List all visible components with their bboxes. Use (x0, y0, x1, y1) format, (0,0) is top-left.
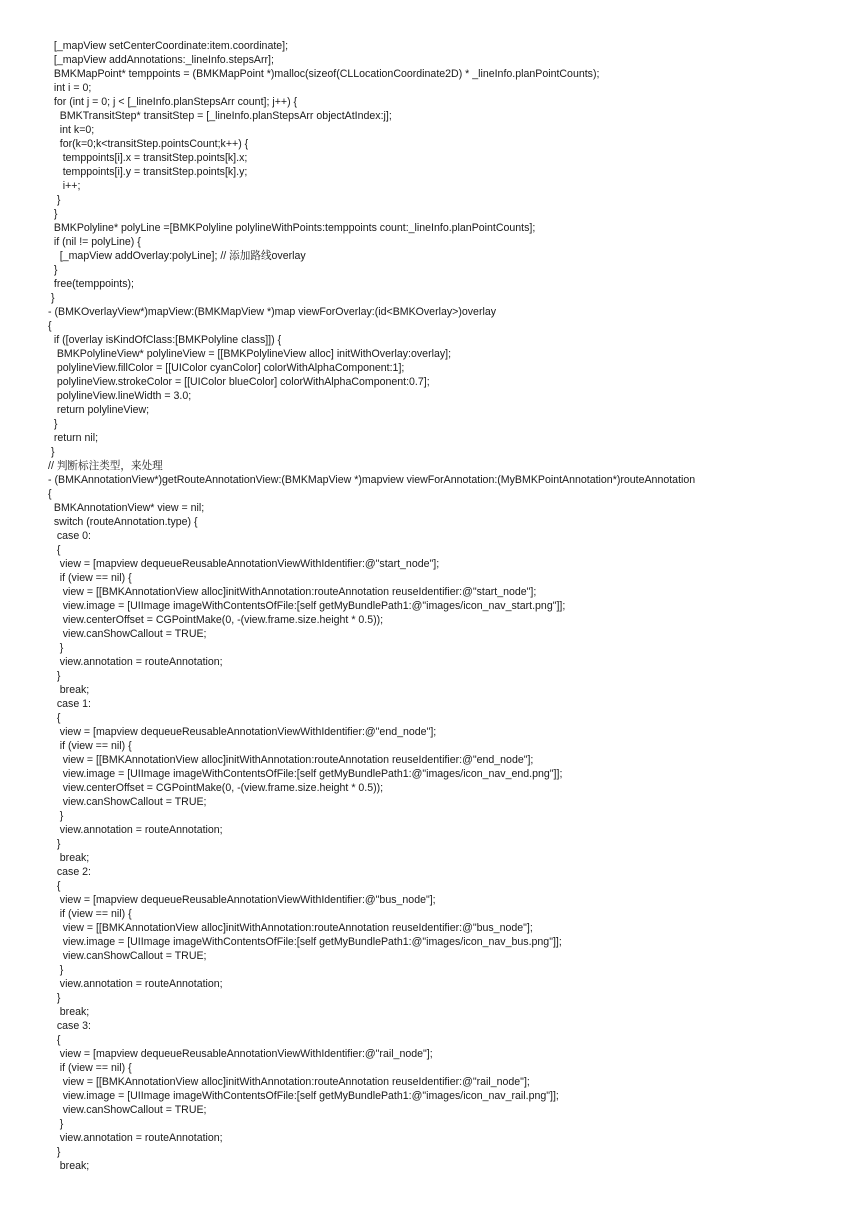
code-line: view.canShowCallout = TRUE; (48, 1104, 207, 1116)
code-line: BMKMapPoint* temppoints = (BMKMapPoint *)malloc(sizeof(CLLocationCoordinate2D) * _lineInfo.planPointCounts); (48, 68, 600, 80)
code-line: polylineView.lineWidth = 3.0; (48, 390, 192, 402)
code-line: } (48, 838, 61, 850)
code-line: view.image = [UIImage imageWithContentsOfFile:[self getMyBundlePath1:@"images/icon_nav_bus.png"]]; (48, 936, 562, 948)
code-line: int i = 0; (48, 82, 92, 94)
code-line: free(temppoints); (48, 278, 134, 290)
code-line: BMKPolylineView* polylineView = [[BMKPolylineView alloc] initWithOverlay:overlay]; (48, 348, 452, 360)
code-line: if (view == nil) { (48, 740, 132, 752)
code-line: i++; (48, 180, 81, 192)
code-line: { (48, 712, 61, 724)
code-line: view = [[BMKAnnotationView alloc]initWithAnnotation:routeAnnotation reuseIdentifier:@"end_node"]; (48, 754, 534, 766)
code-line: view.canShowCallout = TRUE; (48, 628, 207, 640)
code-line: } (48, 292, 55, 304)
code-line: view.centerOffset = CGPointMake(0, -(view.frame.size.height * 0.5)); (48, 782, 384, 794)
code-line: if (nil != polyLine) { (48, 236, 141, 248)
code-line: view.image = [UIImage imageWithContentsOfFile:[self getMyBundlePath1:@"images/icon_nav_end.png"]]; (48, 768, 563, 780)
code-line: view = [mapview dequeueReusableAnnotationViewWithIdentifier:@"bus_node"]; (48, 894, 436, 906)
code-line: { (48, 544, 61, 556)
code-line: BMKPolyline* polyLine =[BMKPolyline polylineWithPoints:temppoints count:_lineInfo.planPointCounts]; (48, 222, 536, 234)
code-line: } (48, 1146, 61, 1158)
code-line: break; (48, 852, 90, 864)
code-line: } (48, 642, 64, 654)
code-line: // 判断标注类型，来处理 (48, 460, 163, 472)
code-line: view = [mapview dequeueReusableAnnotationViewWithIdentifier:@"end_node"]; (48, 726, 437, 738)
code-line: polylineView.strokeColor = [[UIColor blueColor] colorWithAlphaComponent:0.7]; (48, 376, 430, 388)
code-line: temppoints[i].x = transitStep.points[k].x; (48, 152, 248, 164)
code-line: case 2: (48, 866, 91, 878)
code-line: temppoints[i].y = transitStep.points[k].y; (48, 166, 248, 178)
code-line: switch (routeAnnotation.type) { (48, 516, 198, 528)
code-line: [_mapView addOverlay:polyLine]; // 添加路线overlay (48, 250, 306, 262)
code-line: } (48, 964, 64, 976)
code-line: } (48, 810, 64, 822)
code-line: break; (48, 1006, 90, 1018)
code-line: { (48, 488, 52, 500)
code-line: - (BMKAnnotationView*)getRouteAnnotationView:(BMKMapView *)mapview viewForAnnotation:(MyBMKPointAnnotation*)routeAnnotation (48, 474, 696, 486)
code-line: view.image = [UIImage imageWithContentsOfFile:[self getMyBundlePath1:@"images/icon_nav_rail.png"]]; (48, 1090, 559, 1102)
code-line: view.annotation = routeAnnotation; (48, 1132, 223, 1144)
code-line: view = [[BMKAnnotationView alloc]initWithAnnotation:routeAnnotation reuseIdentifier:@"rail_node"]; (48, 1076, 530, 1088)
code-line: } (48, 1118, 64, 1130)
code-listing (48, 39, 858, 1173)
code-line: } (48, 992, 61, 1004)
code-line: } (48, 264, 58, 276)
code-line: view.canShowCallout = TRUE; (48, 950, 207, 962)
code-line: - (BMKOverlayView*)mapView:(BMKMapView *)map viewForOverlay:(id<BMKOverlay>)overlay (48, 306, 497, 318)
code-line: for (int j = 0; j < [_lineInfo.planStepsArr count]; j++) { (48, 96, 298, 108)
code-line: polylineView.fillColor = [[UIColor cyanColor] colorWithAlphaComponent:1]; (48, 362, 405, 374)
code-line: } (48, 670, 61, 682)
code-line: break; (48, 1160, 90, 1172)
code-line: return polylineView; (48, 404, 150, 416)
code-line: if (view == nil) { (48, 572, 132, 584)
code-line: for(k=0;k<transitStep.pointsCount;k++) { (48, 138, 249, 150)
code-line: if (view == nil) { (48, 1062, 132, 1074)
code-line: } (48, 446, 55, 458)
code-line: view.annotation = routeAnnotation; (48, 656, 223, 668)
code-line: case 3: (48, 1020, 91, 1032)
code-line: case 0: (48, 530, 91, 542)
code-line: view.canShowCallout = TRUE; (48, 796, 207, 808)
code-line: [_mapView setCenterCoordinate:item.coordinate]; (48, 40, 289, 52)
code-line: view.annotation = routeAnnotation; (48, 978, 223, 990)
code-line: view = [mapview dequeueReusableAnnotationViewWithIdentifier:@"start_node"]; (48, 558, 440, 570)
code-line: view.centerOffset = CGPointMake(0, -(view.frame.size.height * 0.5)); (48, 614, 384, 626)
code-line: } (48, 418, 58, 430)
code-line: int k=0; (48, 124, 95, 136)
code-line: if (view == nil) { (48, 908, 132, 920)
code-line: } (48, 208, 58, 220)
code-line: view = [[BMKAnnotationView alloc]initWithAnnotation:routeAnnotation reuseIdentifier:@"bus_node"]; (48, 922, 533, 934)
code-line: if ([overlay isKindOfClass:[BMKPolyline class]]) { (48, 334, 282, 346)
code-line: BMKAnnotationView* view = nil; (48, 502, 205, 514)
code-line: BMKTransitStep* transitStep = [_lineInfo.planStepsArr objectAtIndex:j]; (48, 110, 392, 122)
code-line: view = [mapview dequeueReusableAnnotationViewWithIdentifier:@"rail_node"]; (48, 1048, 433, 1060)
code-line: return nil; (48, 432, 99, 444)
code-line: break; (48, 684, 90, 696)
code-line: { (48, 1034, 61, 1046)
code-line: { (48, 320, 52, 332)
code-line: { (48, 880, 61, 892)
code-line: view = [[BMKAnnotationView alloc]initWithAnnotation:routeAnnotation reuseIdentifier:@"start_node"]; (48, 586, 537, 598)
code-line: view.annotation = routeAnnotation; (48, 824, 223, 836)
code-line: case 1: (48, 698, 91, 710)
code-line: } (48, 194, 61, 206)
code-line: [_mapView addAnnotations:_lineInfo.stepsArr]; (48, 54, 274, 66)
code-line: view.image = [UIImage imageWithContentsOfFile:[self getMyBundlePath1:@"images/icon_nav_start.png"]]; (48, 600, 566, 612)
